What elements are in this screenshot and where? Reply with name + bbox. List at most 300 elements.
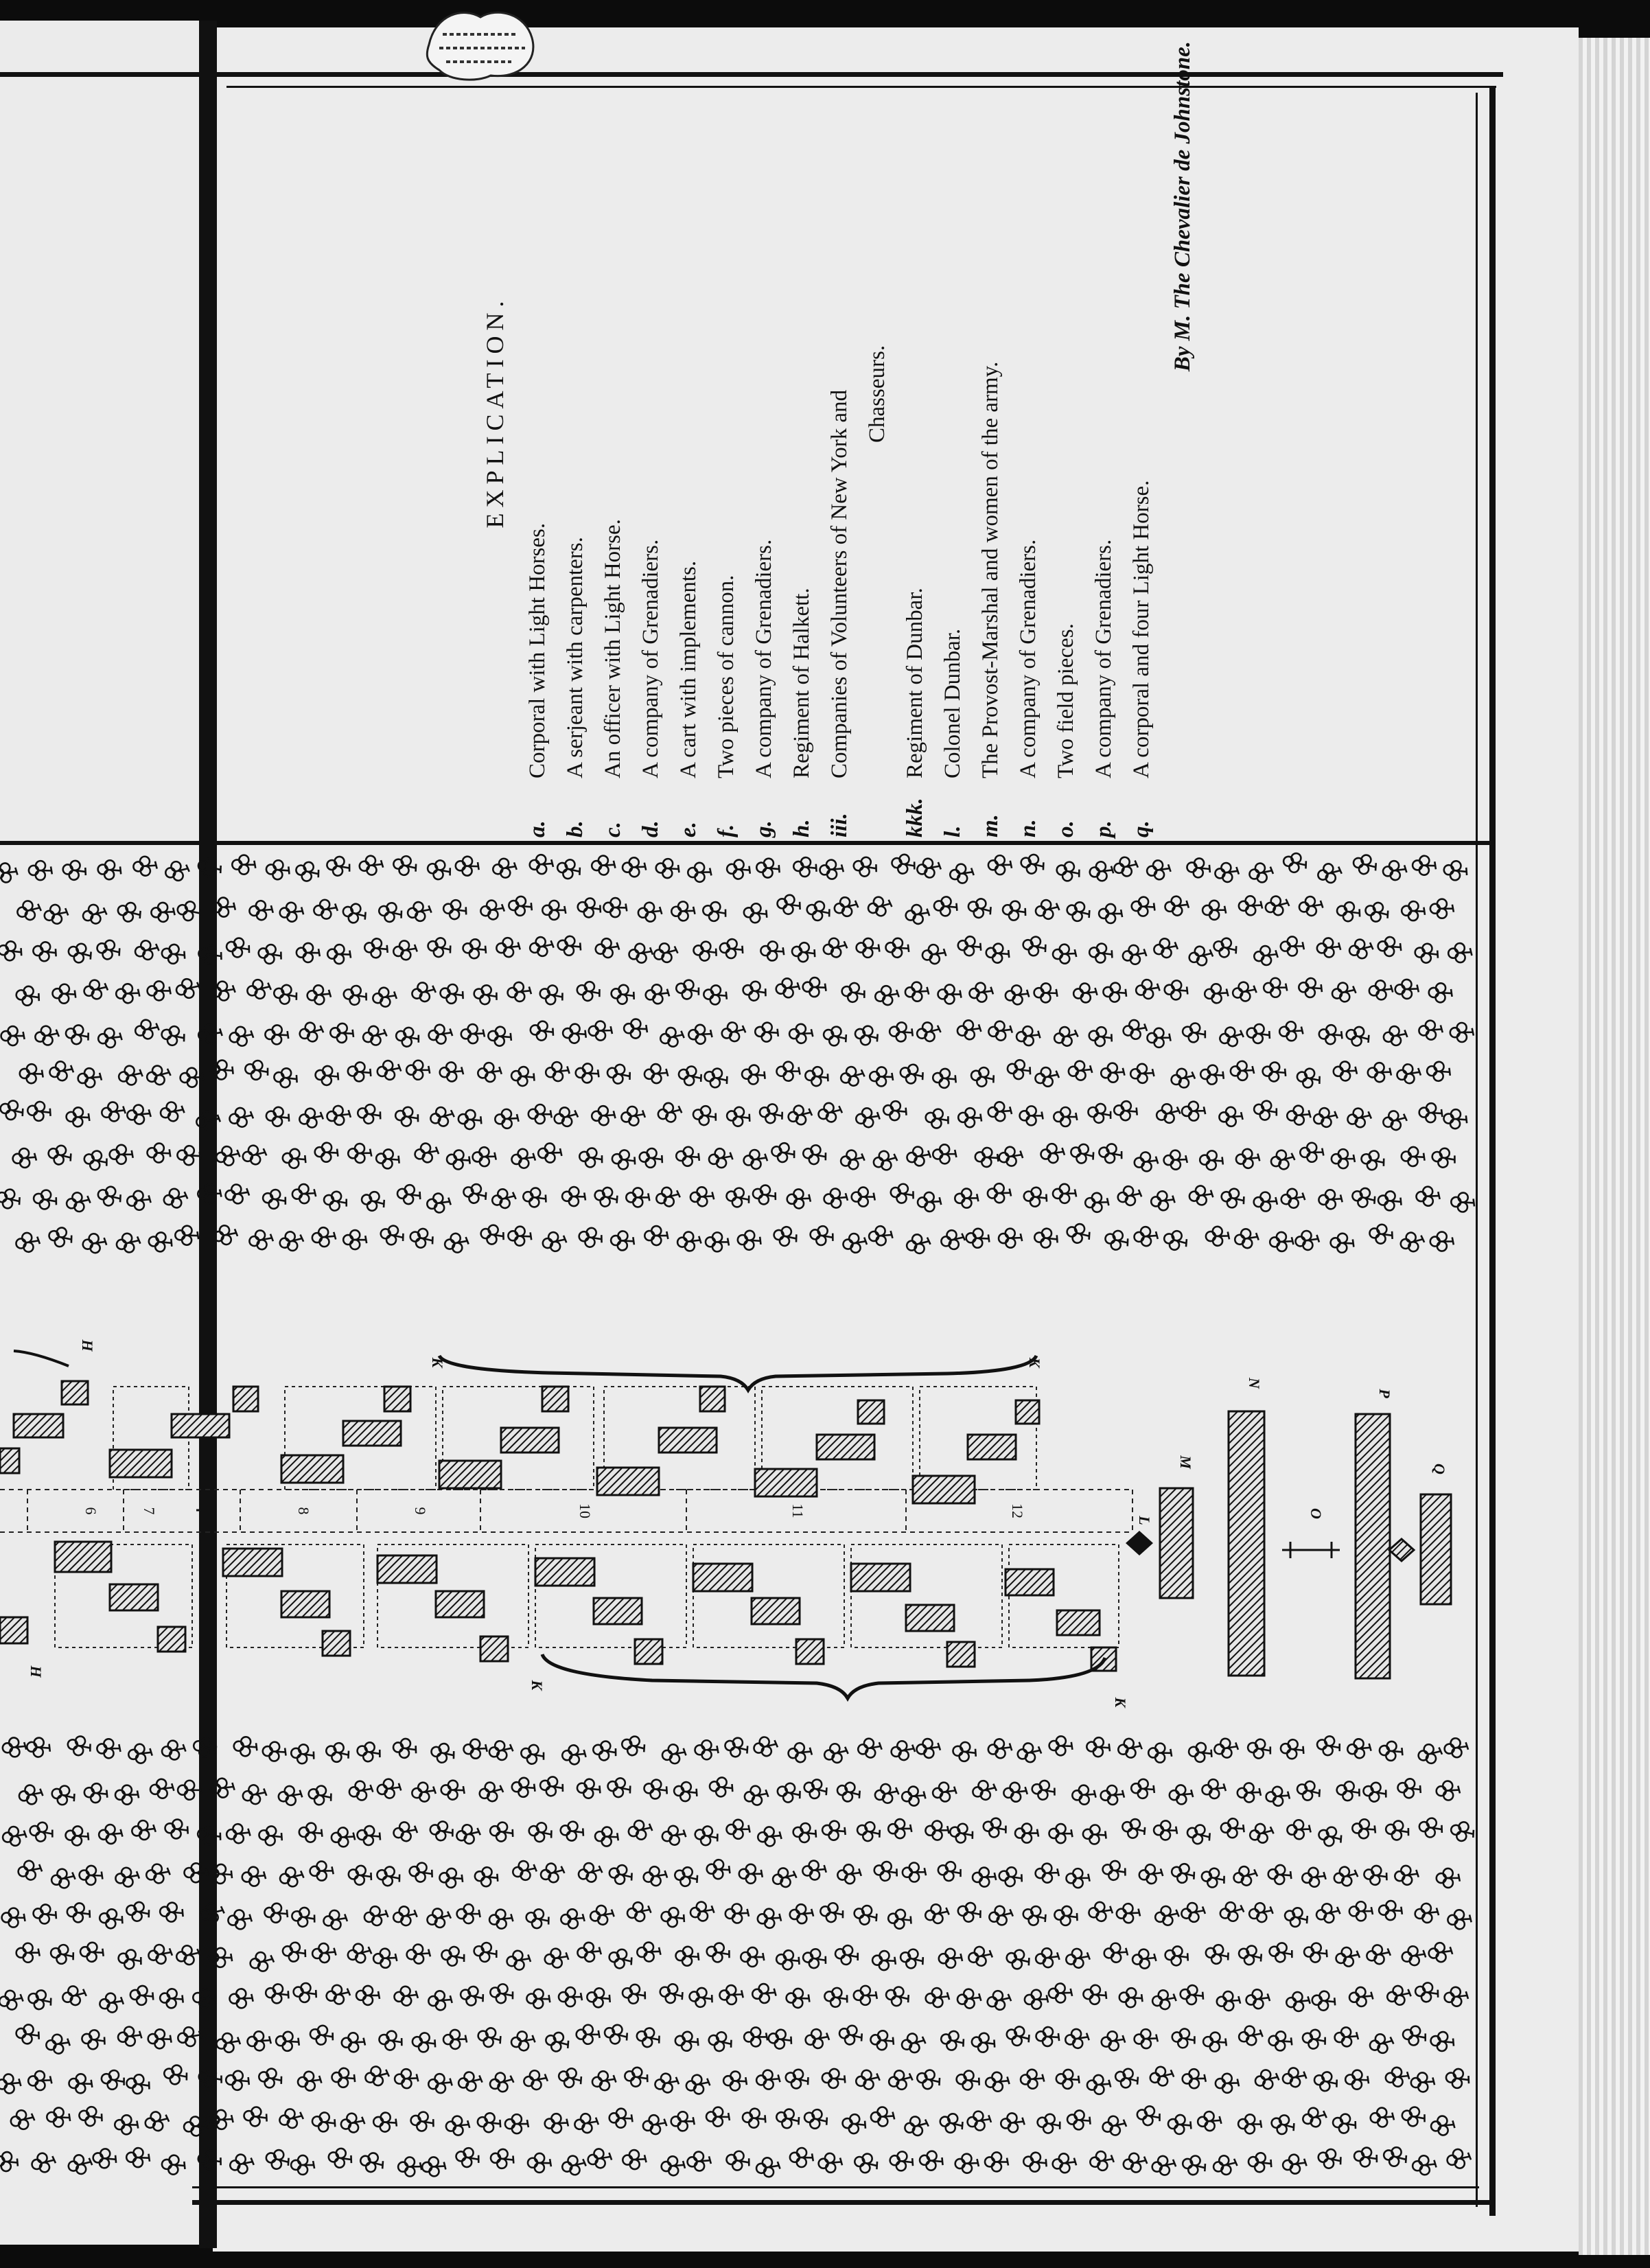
tree-cluster-icon: [936, 1860, 962, 1883]
tree-cluster-icon: [126, 1190, 152, 1211]
tree-cluster-icon: [1379, 1740, 1404, 1761]
tree-cluster-icon: [1445, 2147, 1472, 2171]
tree-cluster-icon: [767, 2028, 793, 2050]
tree-cluster-icon: [1248, 1821, 1275, 1846]
tree-cluster-icon: [161, 2154, 186, 2175]
tree-cluster-icon: [889, 2151, 914, 2173]
troop-block: [55, 1542, 111, 1572]
tree-cluster-icon: [1312, 1106, 1338, 1130]
tree-cluster-icon: [802, 1860, 827, 1881]
tree-cluster-icon: [82, 1232, 108, 1255]
tree-cluster-icon: [1169, 1784, 1194, 1805]
tree-cluster-icon: [505, 2114, 528, 2133]
tree-cluster-icon: [410, 1781, 437, 1803]
tree-cluster-icon: [66, 1734, 93, 1757]
tree-cluster-icon: [46, 1143, 73, 1167]
explication-item-n: n.A company of Grenadiers.: [1016, 539, 1041, 837]
tree-cluster-icon: [955, 2153, 979, 2173]
tree-cluster-icon: [178, 1781, 201, 1800]
tree-cluster-icon: [1298, 895, 1324, 917]
tree-cluster-icon: [176, 899, 202, 923]
tree-cluster-icon: [770, 1141, 797, 1164]
tree-cluster-icon: [1167, 2114, 1192, 2135]
tree-cluster-icon: [1294, 1229, 1321, 1251]
tree-cluster-icon: [1218, 1899, 1246, 1924]
tree-cluster-icon: [159, 1901, 184, 1923]
tree-cluster-icon: [586, 1987, 612, 2009]
tree-cluster-icon: [1003, 1781, 1028, 1803]
tree-cluster-icon: [1400, 2105, 1426, 2129]
tree-cluster-icon: [371, 986, 397, 1008]
tree-cluster-icon: [527, 1820, 554, 1844]
tree-cluster-icon: [1418, 1019, 1443, 1041]
tree-cluster-icon: [642, 2113, 668, 2136]
tree-cluster-icon: [1006, 1058, 1032, 1080]
tree-cluster-icon: [163, 2063, 189, 2087]
tree-cluster-icon: [1268, 1941, 1294, 1964]
tree-cluster-icon: [60, 1983, 88, 2008]
tree-cluster-icon: [275, 2031, 300, 2052]
troop-block: [851, 1564, 910, 1591]
tree-cluster-icon: [873, 1782, 900, 1806]
tree-cluster-icon: [1211, 936, 1238, 960]
tree-cluster-icon: [1414, 1902, 1439, 1923]
tree-cluster-icon: [148, 981, 171, 1000]
tree-cluster-icon: [1122, 1018, 1148, 1041]
tree-cluster-icon: [1164, 980, 1189, 1000]
tree-cluster-icon: [987, 1903, 1014, 1928]
tree-cluster-icon: [802, 1777, 830, 1801]
troop-block: [436, 1591, 484, 1617]
tree-cluster-icon: [653, 2072, 680, 2095]
tree-cluster-icon: [428, 1819, 455, 1842]
tree-cluster-icon: [671, 2111, 695, 2131]
tree-cluster-icon: [511, 1859, 538, 1882]
tree-cluster-icon: [458, 1984, 485, 2008]
tree-cluster-icon: [1283, 1905, 1310, 1930]
tree-cluster-icon: [1367, 1063, 1391, 1083]
tree-cluster-icon: [1443, 1986, 1469, 2008]
tree-cluster-icon: [1036, 2112, 1062, 2136]
tree-cluster-icon: [511, 1065, 535, 1087]
tree-cluster-icon: [837, 2023, 865, 2047]
tree-cluster-icon: [159, 1988, 184, 2009]
tree-cluster-icon: [557, 935, 582, 956]
tree-cluster-icon: [809, 1224, 835, 1247]
tree-cluster-icon: [489, 1982, 515, 2005]
tree-cluster-icon: [1071, 1785, 1096, 1805]
tree-cluster-icon: [248, 1949, 275, 1974]
tree-cluster-icon: [145, 1063, 172, 1088]
tree-cluster-icon: [1333, 1061, 1357, 1081]
tree-cluster-icon: [430, 1741, 456, 1765]
brace-top: [439, 1356, 1036, 1390]
tree-cluster-icon: [1087, 2074, 1111, 2095]
tree-cluster-icon: [1148, 1743, 1172, 1763]
tree-cluster-icon: [1312, 2070, 1339, 2093]
tree-cluster-icon: [1066, 1868, 1090, 1888]
tree-cluster-icon: [348, 1144, 372, 1164]
tree-cluster-icon: [78, 2105, 104, 2127]
tree-cluster-icon: [528, 2153, 551, 2173]
road-section-number: 10: [576, 1503, 594, 1518]
tree-cluster-icon: [162, 1186, 189, 1210]
tree-cluster-icon: [789, 1023, 813, 1043]
tree-cluster-icon: [661, 2155, 686, 2177]
tree-cluster-icon: [1368, 2031, 1395, 2056]
troop-block: [1356, 1414, 1390, 1678]
tree-cluster-icon: [1089, 942, 1114, 964]
tree-cluster-icon: [52, 984, 76, 1004]
tree-cluster-icon: [1122, 943, 1148, 966]
tree-cluster-icon: [79, 1865, 103, 1885]
tree-cluster-icon: [1005, 1947, 1032, 1971]
tree-cluster-icon: [605, 1063, 632, 1086]
tree-cluster-icon: [209, 1059, 234, 1080]
troop-block: [1057, 1610, 1100, 1635]
tree-cluster-icon: [1262, 1061, 1286, 1083]
tree-cluster-icon: [1365, 1943, 1392, 1966]
tree-cluster-icon: [626, 1188, 649, 1207]
tree-cluster-icon: [1398, 1229, 1426, 1254]
tree-cluster-icon: [472, 1147, 496, 1167]
tree-cluster-icon: [148, 1231, 173, 1253]
tree-cluster-icon: [560, 1908, 585, 1930]
woodland-top: [0, 851, 1475, 1256]
tree-cluster-icon: [969, 1065, 996, 1089]
tree-cluster-icon: [1089, 860, 1114, 882]
tree-cluster-icon: [1055, 859, 1082, 883]
tree-cluster-icon: [348, 1779, 374, 1803]
tree-cluster-icon: [872, 1148, 899, 1173]
road-section-number: 7: [140, 1507, 158, 1515]
tree-cluster-icon: [1412, 2155, 1437, 2176]
tree-cluster-icon: [356, 1986, 380, 2005]
tree-cluster-icon: [294, 859, 321, 883]
tree-cluster-icon: [856, 938, 880, 958]
tree-cluster-icon: [373, 1948, 397, 1968]
tree-cluster-icon: [1087, 1900, 1113, 1923]
tree-cluster-icon: [575, 980, 602, 1003]
tree-cluster-icon: [1347, 937, 1375, 961]
explication-item-c: c.An officer with Light Horse.: [601, 519, 625, 837]
tree-cluster-icon: [191, 1735, 219, 1759]
explication-title: EXPLICATION.: [481, 295, 509, 529]
tree-cluster-icon: [967, 1945, 994, 1968]
tree-cluster-icon: [151, 902, 175, 922]
tree-cluster-icon: [1231, 980, 1258, 1004]
tree-cluster-icon: [115, 1231, 141, 1255]
tree-cluster-icon: [888, 1819, 911, 1838]
explication-item-iii-continuation: Chasseurs.: [865, 345, 890, 443]
tree-cluster-icon: [776, 1781, 802, 1805]
tree-cluster-icon: [690, 1186, 714, 1207]
tree-cluster-icon: [971, 2032, 996, 2054]
tree-cluster-icon: [30, 2151, 57, 2175]
tree-cluster-icon: [211, 897, 235, 918]
tree-cluster-icon: [1211, 2153, 1238, 2177]
tree-cluster-icon: [511, 1148, 536, 1170]
tree-cluster-icon: [620, 1734, 647, 1758]
tree-cluster-icon: [1101, 1859, 1127, 1882]
tree-cluster-icon: [1349, 1901, 1373, 1921]
tree-cluster-icon: [394, 1105, 420, 1128]
tree-cluster-icon: [1216, 1991, 1241, 2011]
tree-cluster-icon: [1130, 1063, 1154, 1083]
tree-cluster-icon: [611, 1148, 636, 1170]
tree-cluster-icon: [852, 1188, 875, 1207]
tree-cluster-icon: [802, 2107, 830, 2131]
tree-cluster-icon: [117, 1064, 144, 1087]
tree-cluster-icon: [866, 894, 894, 919]
tree-cluster-icon: [1152, 936, 1179, 960]
tree-cluster-icon: [197, 943, 223, 966]
tree-cluster-icon: [1120, 1816, 1148, 1841]
tree-cluster-icon: [1384, 2066, 1410, 2087]
tree-cluster-icon: [210, 980, 236, 1002]
tree-cluster-icon: [822, 2068, 846, 2089]
explication-item-l: l.Colonel Dunbar.: [940, 628, 965, 837]
road-section-number: 9: [411, 1507, 429, 1515]
tree-cluster-icon: [312, 1943, 336, 1964]
tree-cluster-icon: [1268, 2030, 1293, 2051]
tree-cluster-icon: [426, 1192, 452, 1214]
tree-cluster-icon: [411, 2031, 437, 2053]
tree-cluster-icon: [307, 1783, 334, 1807]
tree-cluster-icon: [539, 1860, 566, 1885]
tree-cluster-icon: [804, 1065, 830, 1087]
tree-cluster-icon: [591, 2070, 617, 2092]
tree-cluster-icon: [573, 2111, 599, 2134]
tree-cluster-icon: [147, 1143, 171, 1163]
tree-cluster-icon: [1237, 1783, 1261, 1803]
tree-cluster-icon: [1395, 1063, 1421, 1085]
tree-cluster-icon: [1133, 1150, 1159, 1172]
tree-cluster-icon: [603, 2022, 630, 2046]
tree-cluster-icon: [741, 1064, 766, 1085]
troop-block: [377, 1555, 437, 1583]
tree-cluster-icon: [215, 2031, 241, 2054]
tree-cluster-icon: [1394, 1864, 1419, 1886]
tree-cluster-icon: [1281, 936, 1304, 956]
tree-cluster-icon: [661, 1743, 687, 1766]
tree-cluster-icon: [706, 2107, 730, 2127]
tree-cluster-icon: [987, 1737, 1012, 1759]
tree-cluster-icon: [439, 1868, 464, 1888]
tree-cluster-icon: [1113, 1100, 1138, 1122]
colonel-dunbar-marker: [1126, 1531, 1153, 1555]
tree-cluster-icon: [901, 1785, 926, 1806]
tree-cluster-icon: [487, 1026, 512, 1047]
tree-cluster-icon: [688, 862, 712, 882]
tree-cluster-icon: [703, 1066, 730, 1090]
tree-cluster-icon: [507, 981, 532, 1002]
tree-cluster-icon: [1020, 2069, 1045, 2090]
tree-cluster-icon: [164, 1818, 189, 1840]
tree-cluster-icon: [889, 1021, 914, 1042]
tree-cluster-icon: [1264, 893, 1291, 918]
tree-cluster-icon: [306, 984, 332, 1006]
tree-cluster-icon: [1247, 2151, 1273, 2173]
tree-cluster-icon: [562, 1023, 587, 1044]
tree-cluster-icon: [577, 1778, 602, 1799]
tree-cluster-icon: [1428, 1941, 1453, 1963]
tree-cluster-icon: [1402, 901, 1426, 921]
tree-cluster-icon: [693, 940, 718, 962]
tree-cluster-icon: [1416, 1186, 1440, 1206]
tree-cluster-icon: [428, 1104, 456, 1129]
tree-cluster-icon: [342, 984, 369, 1006]
tree-cluster-icon: [988, 1020, 1013, 1042]
tree-cluster-icon: [1316, 861, 1343, 886]
tree-cluster-icon: [26, 1737, 51, 1757]
tree-cluster-icon: [774, 2107, 802, 2131]
tree-cluster-icon: [1016, 1025, 1041, 1046]
tree-cluster-icon: [229, 1989, 253, 2009]
tree-cluster-icon: [0, 2073, 21, 2094]
tree-cluster-icon: [1382, 859, 1407, 881]
tree-cluster-icon: [627, 942, 653, 964]
tree-cluster-icon: [921, 943, 946, 965]
explication-item-h: h.Regiment of Halkett.: [789, 588, 814, 837]
tree-cluster-icon: [520, 1743, 546, 1766]
tree-cluster-icon: [1362, 1781, 1388, 1803]
tree-cluster-icon: [1248, 1901, 1275, 1924]
tree-cluster-icon: [297, 2070, 322, 2092]
tree-cluster-icon: [292, 1183, 316, 1204]
tree-cluster-icon: [480, 1223, 506, 1246]
tree-cluster-icon: [822, 1741, 850, 1765]
tree-cluster-icon: [1019, 852, 1046, 876]
tree-cluster-icon: [822, 1024, 849, 1048]
tree-cluster-icon: [490, 2148, 515, 2169]
tree-cluster-icon: [689, 1900, 715, 1923]
tree-cluster-icon: [1360, 1148, 1386, 1172]
tree-cluster-icon: [693, 1824, 720, 1847]
tree-cluster-icon: [986, 942, 1010, 964]
woodland-bottom: [0, 1734, 1476, 2179]
troop-block: [343, 1421, 401, 1446]
troop-block: [913, 1476, 975, 1503]
tree-cluster-icon: [133, 938, 160, 962]
tree-cluster-icon: [1130, 1779, 1155, 1799]
tree-cluster-icon: [835, 1780, 863, 1805]
tree-cluster-icon: [1332, 1864, 1360, 1888]
tree-cluster-icon: [1087, 1102, 1113, 1125]
tree-cluster-icon: [758, 1102, 785, 1126]
tree-cluster-icon: [96, 1184, 123, 1208]
troop-block: [0, 1617, 27, 1643]
tree-cluster-icon: [1311, 1990, 1336, 2011]
tree-cluster-icon: [709, 1777, 734, 1798]
tree-cluster-icon: [873, 1860, 899, 1883]
tree-cluster-icon: [623, 2149, 647, 2170]
tree-cluster-icon: [426, 936, 453, 959]
tree-cluster-icon: [975, 1147, 999, 1168]
plan-letter-label: H: [27, 1665, 45, 1678]
tree-cluster-icon: [421, 2156, 446, 2177]
tree-cluster-icon: [786, 1103, 813, 1127]
tree-cluster-icon: [587, 2147, 613, 2170]
tree-cluster-icon: [594, 1827, 618, 1847]
tree-cluster-icon: [610, 984, 636, 1006]
explication-item-b: b.A serjeant with carpenters.: [563, 537, 588, 837]
tree-cluster-icon: [1216, 2073, 1240, 2093]
tree-cluster-icon: [833, 895, 859, 919]
troop-block: [1229, 1411, 1264, 1676]
tree-cluster-icon: [686, 2151, 711, 2172]
tree-cluster-icon: [1004, 984, 1030, 1006]
tree-cluster-icon: [1445, 2068, 1470, 2090]
tree-cluster-icon: [643, 1779, 669, 1801]
tree-cluster-icon: [915, 1019, 942, 1043]
tree-cluster-icon: [1188, 1741, 1213, 1763]
tree-cluster-icon: [392, 1904, 419, 1928]
tree-cluster-icon: [314, 1065, 340, 1086]
tree-cluster-icon: [787, 1189, 811, 1209]
tree-cluster-icon: [197, 2149, 223, 2171]
tree-cluster-icon: [66, 1901, 91, 1923]
tree-cluster-icon: [924, 1107, 950, 1130]
company-frame: [693, 1544, 844, 1647]
tree-cluster-icon: [28, 1820, 54, 1844]
tree-cluster-icon: [737, 1230, 762, 1251]
tree-cluster-icon: [175, 1225, 199, 1245]
road-section-number: 8: [294, 1507, 312, 1515]
tree-cluster-icon: [98, 1824, 123, 1845]
tree-cluster-icon: [476, 2111, 502, 2133]
tree-cluster-icon: [1100, 1063, 1125, 1083]
tree-cluster-icon: [491, 857, 518, 879]
tree-cluster-icon: [32, 1903, 58, 1925]
tree-cluster-icon: [841, 2113, 867, 2134]
tree-cluster-icon: [923, 1902, 950, 1926]
tree-cluster-icon: [802, 977, 826, 997]
tree-cluster-icon: [258, 1825, 283, 1847]
tree-cluster-icon: [15, 899, 43, 923]
tree-cluster-icon: [1314, 1901, 1341, 1925]
tree-cluster-icon: [802, 1947, 828, 1970]
tree-cluster-icon: [440, 1945, 467, 1968]
tree-cluster-icon: [802, 1143, 828, 1166]
troop-block: [172, 1414, 229, 1437]
tree-cluster-icon: [1345, 2070, 1369, 2090]
tree-cluster-icon: [528, 1104, 553, 1124]
tree-cluster-icon: [1148, 2064, 1175, 2088]
tree-cluster-icon: [625, 1900, 652, 1923]
tree-cluster-icon: [195, 1109, 221, 1133]
tree-cluster-icon: [1049, 1824, 1072, 1843]
tree-cluster-icon: [1237, 1943, 1264, 1967]
tree-cluster-icon: [1430, 899, 1454, 918]
tree-cluster-icon: [949, 862, 975, 885]
tree-cluster-icon: [1379, 1900, 1403, 1920]
tree-cluster-icon: [592, 1185, 620, 1210]
tree-cluster-icon: [1235, 1148, 1260, 1169]
tree-cluster-icon: [233, 1736, 258, 1757]
tree-cluster-icon: [559, 1987, 582, 2006]
tree-cluster-icon: [1253, 1099, 1279, 1122]
tree-cluster-icon: [903, 1862, 927, 1882]
tree-cluster-icon: [408, 1861, 434, 1884]
tree-cluster-icon: [840, 981, 867, 1004]
tree-cluster-icon: [97, 1739, 120, 1758]
tree-cluster-icon: [1135, 978, 1161, 1001]
tree-cluster-icon: [1287, 1819, 1311, 1840]
tree-cluster-icon: [819, 1901, 846, 1924]
tree-cluster-icon: [262, 1188, 288, 1210]
tree-cluster-icon: [1113, 855, 1139, 879]
